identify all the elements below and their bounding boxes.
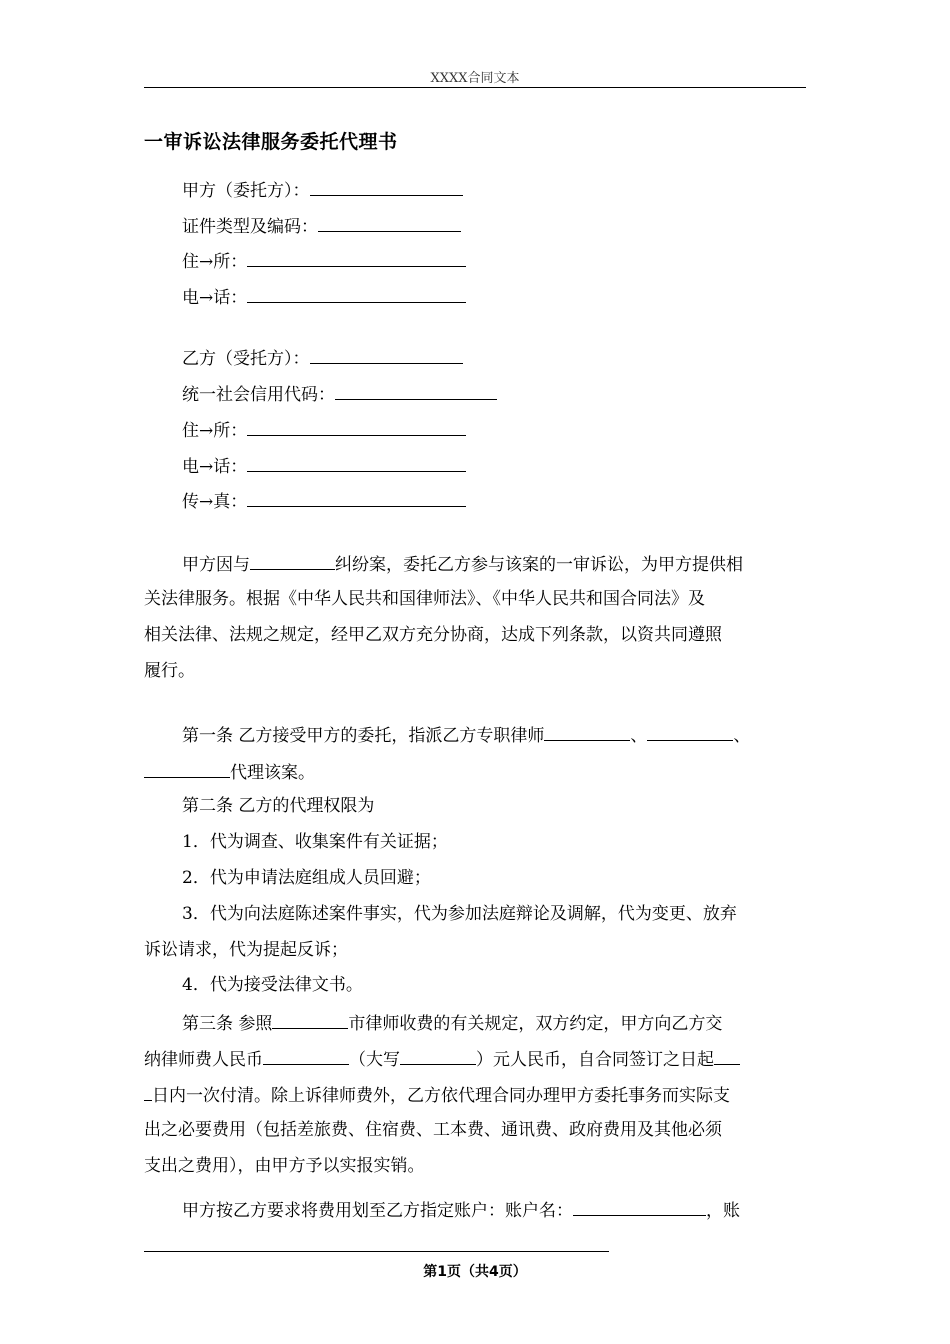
fee-amount-uppercase-blank[interactable] (400, 1047, 476, 1065)
party-a-name-blank[interactable] (310, 178, 463, 196)
page-number: 第1页（共4页） (423, 1264, 527, 1280)
days-blank[interactable] (714, 1047, 740, 1065)
party-b-name-row (182, 346, 463, 370)
party-b-fax-blank[interactable] (247, 489, 466, 507)
party-a-address-row (182, 249, 466, 273)
intro-line-2: 关法律服务。根据《中华人民共和国律师法》、《中华人民共和国合同法》及 (144, 589, 705, 609)
party-b-fax-row (182, 489, 466, 513)
party-a-phone-label: 电→话： (182, 288, 248, 308)
fee-amount-blank[interactable] (263, 1047, 349, 1065)
article-3-text: ）元人民币，自合同签订之日起 (476, 1050, 714, 1070)
party-b-code-label: 统一社会信用代码： (182, 385, 335, 405)
article-3-text: 市律师收费的有关规定，双方约定，甲方向乙方交 (348, 1014, 723, 1034)
lawyer-2-blank[interactable] (647, 723, 733, 741)
days-blank-cont[interactable] (144, 1083, 152, 1101)
party-a-id-blank[interactable] (318, 214, 461, 232)
intro-text: 甲方因与 (182, 555, 250, 575)
party-a-phone-row (182, 285, 466, 309)
article-3-line-3 (144, 1083, 730, 1107)
article-1-line-2 (144, 760, 315, 784)
article-3-line-4: 出之必要费用（包括差旅费、住宿费、工本费、通讯费、政府费用及其他必须 (144, 1120, 722, 1140)
header-rule (144, 87, 806, 88)
party-b-fax-label: 传→真： (182, 492, 248, 512)
intro-line-1 (182, 552, 743, 576)
article-2-item-3-cont: 诉讼请求，代为提起反诉； (144, 940, 348, 960)
article-2-item-1: 1．代为调查、收集案件有关证据； (182, 832, 448, 852)
article-2-item-3: 3．代为向法庭陈述案件事实，代为参加法庭辩论及调解，代为变更、放弃 (182, 904, 737, 924)
footer-rule (144, 1251, 609, 1252)
article-1-text: 代理该案。 (230, 763, 315, 783)
article-1-text: 第一条 乙方接受甲方的委托，指派乙方专职律师 (182, 726, 545, 746)
account-text: ，账 (706, 1201, 740, 1221)
article-3-line-5: 支出之费用），由甲方予以实报实销。 (144, 1156, 425, 1176)
dispute-party-blank[interactable] (250, 552, 335, 570)
article-3-text: 第三条 参照 (182, 1014, 273, 1034)
party-b-name-blank[interactable] (310, 346, 463, 364)
article-2-heading: 第二条 乙方的代理权限为 (182, 796, 375, 816)
article-3-text: 日内一次付清。除上诉律师费外，乙方依代理合同办理甲方委托事务而实际支 (152, 1086, 730, 1106)
separator: 、 (630, 726, 648, 746)
lawyer-1-blank[interactable] (544, 723, 630, 741)
account-name-blank[interactable] (573, 1198, 706, 1216)
party-b-phone-row (182, 454, 466, 478)
party-b-code-row (182, 382, 497, 406)
page-header: XXXX合同文本 (430, 71, 520, 86)
article-3-text: （大写 (349, 1050, 400, 1070)
intro-text: 纠纷案，委托乙方参与该案的一审诉讼，为甲方提供相 (335, 555, 743, 575)
party-a-id-row (182, 214, 461, 238)
city-blank[interactable] (272, 1011, 348, 1029)
article-3-line-1 (182, 1011, 722, 1035)
party-b-address-label: 住→所： (182, 421, 248, 441)
party-a-address-blank[interactable] (247, 249, 466, 267)
party-a-name-row (182, 178, 463, 202)
party-b-phone-label: 电→话： (182, 457, 248, 477)
party-a-phone-blank[interactable] (247, 285, 466, 303)
party-b-address-row (182, 418, 466, 442)
party-a-name-label: 甲方（委托方）： (182, 181, 310, 201)
party-a-address-label: 住→所： (182, 252, 248, 272)
party-b-address-blank[interactable] (247, 418, 466, 436)
party-b-name-label: 乙方（受托方）： (182, 349, 310, 369)
article-3-text: 纳律师费人民币 (144, 1050, 263, 1070)
intro-line-4: 履行。 (144, 661, 195, 681)
article-1-line-1 (182, 723, 750, 747)
party-a-id-label: 证件类型及编码： (182, 217, 318, 237)
document-title: 一审诉讼法律服务委托代理书 (144, 131, 398, 153)
article-2-item-4: 4．代为接受法律文书。 (182, 975, 363, 995)
lawyer-3-blank[interactable] (144, 760, 230, 778)
account-text: 甲方按乙方要求将费用划至乙方指定账户：账户名： (182, 1201, 573, 1221)
article-3-line-2 (144, 1047, 740, 1071)
party-b-code-blank[interactable] (335, 382, 497, 400)
party-b-phone-blank[interactable] (247, 454, 466, 472)
separator: 、 (733, 726, 751, 746)
intro-line-3: 相关法律、法规之规定，经甲乙双方充分协商，达成下列条款，以资共同遵照 (144, 625, 722, 645)
article-2-item-2: 2．代为申请法庭组成人员回避； (182, 868, 431, 888)
account-line (182, 1198, 740, 1222)
